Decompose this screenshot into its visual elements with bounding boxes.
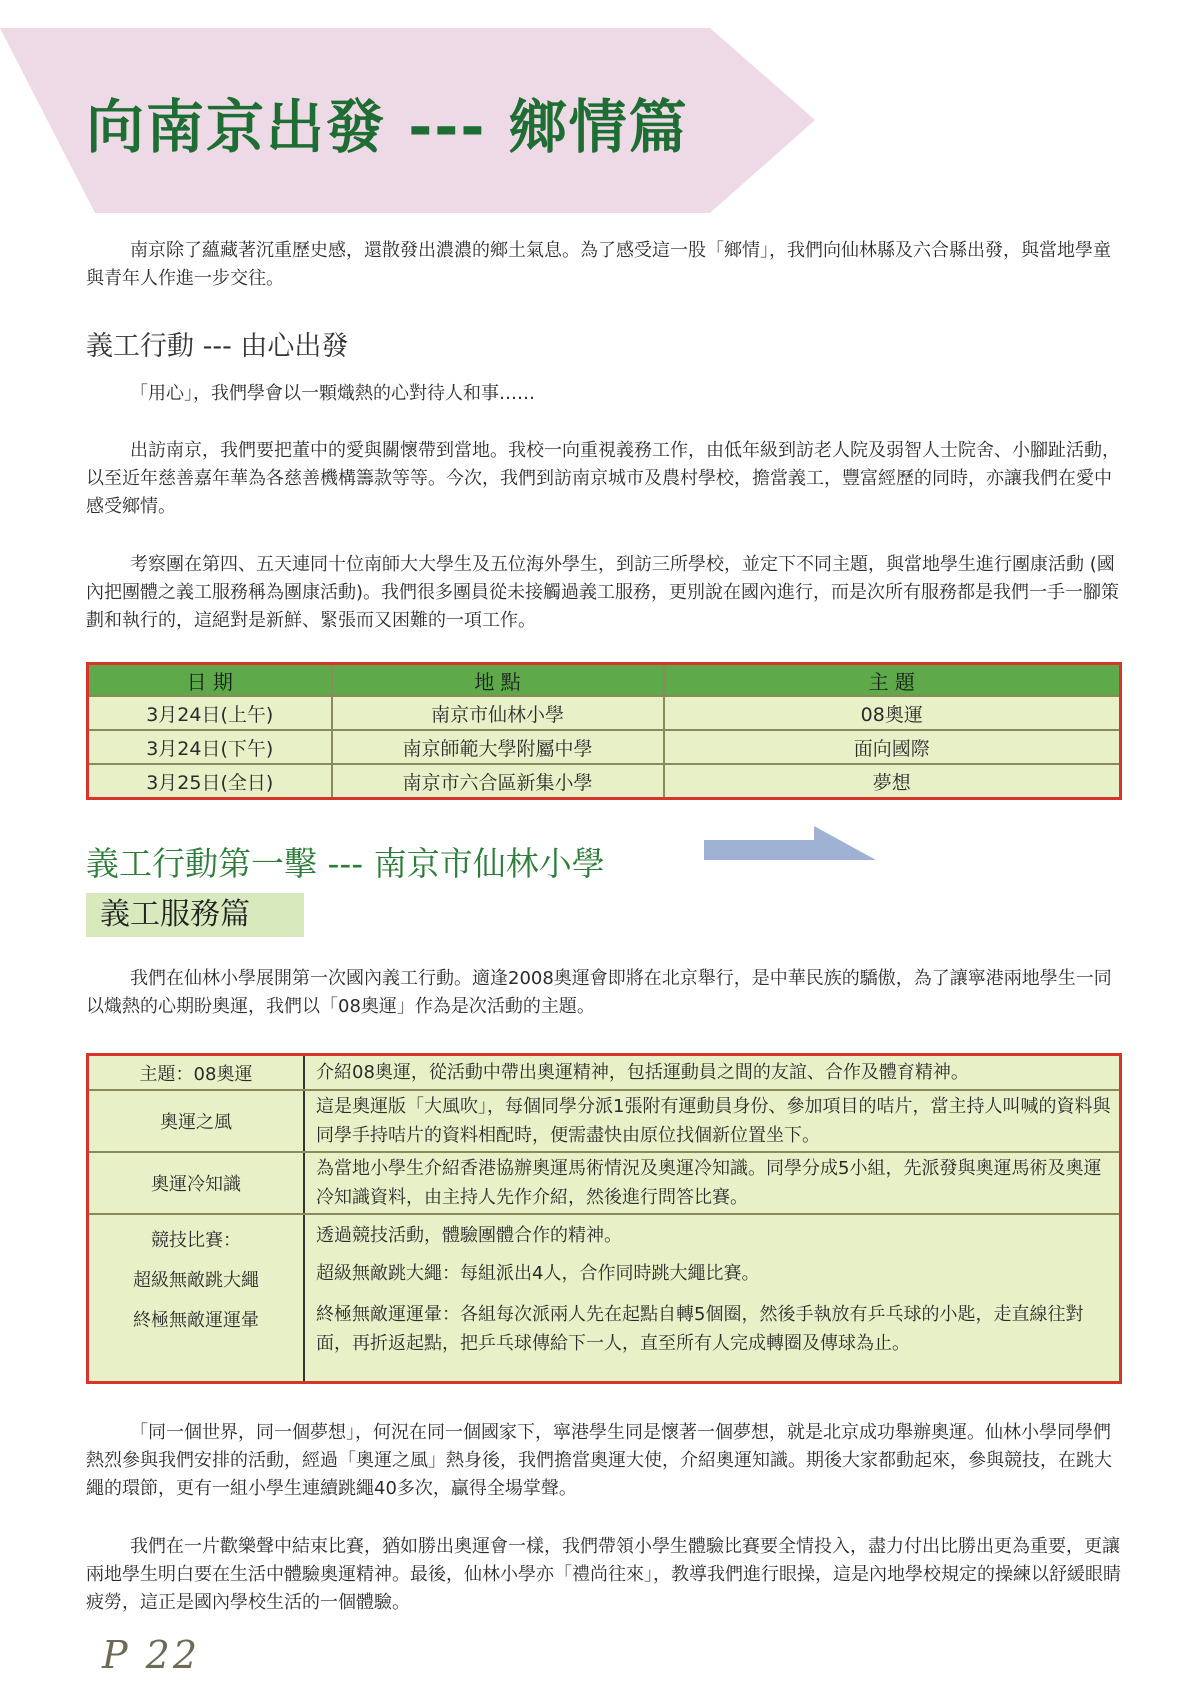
intro-paragraph: 南京除了蘊藏著沉重歷史感，還散發出濃濃的鄉土氣息。為了感受這一股「鄉情」，我們向仙林縣及六合縣出發，與當地學童與青年人作進一步交往。 xyxy=(86,240,1111,289)
activity-label: 奧運冷知識 xyxy=(88,1152,305,1214)
schedule-cell-date: 3月25日(全日) xyxy=(88,764,332,799)
paragraph-team: 考察團在第四、五天連同十位南師大大學生及五位海外學生，到訪三所學校，並定下不同主題，與當地學生進行團康活動 (國內把團體之義工服務稱為團康活動)。我們很多團員從未接觸過義工服務，更別說在國內進行，而是次所有服務都是我們一手一腳策劃和執行的，這絕對是新鮮、緊張而又困難的一項工作。 xyxy=(86,554,1120,631)
contest-desc: 透過競技活動，體驗團體合作的精神。 xyxy=(316,1225,622,1246)
schedule-table xyxy=(86,662,1122,800)
activity-desc: 這是奧運版「大風吹」，每個同學分派1張附有運動員身份、參加項目的咭片，當主持人叫喊的資料與同學手持咭片的資料相配時，便需盡快由原位找個新位置坐下。 xyxy=(304,1090,1121,1152)
subheading-service: 義工服務篇 xyxy=(86,893,304,937)
section-heading-first-strike: 義工行動第一擊 --- 南京市仙林小學 xyxy=(86,844,605,883)
page-title: 向南京出發 --- 鄉情篇 xyxy=(86,93,689,161)
schedule-cell-date: 3月24日(下午) xyxy=(88,730,332,764)
paragraph-heart: 「用心」，我們學會以一顆熾熱的心對待人和事…… xyxy=(130,383,535,404)
contest-desc: 超級無敵跳大繩：每組派出4人，合作同時跳大繩比賽。 xyxy=(316,1263,760,1284)
schedule-row xyxy=(88,730,1121,764)
activity-row xyxy=(88,1055,1121,1091)
activity-row xyxy=(88,1152,1121,1214)
schedule-cell-theme: 08奧運 xyxy=(664,696,1121,730)
schedule-row xyxy=(88,696,1121,730)
page-number: P 22 xyxy=(102,1633,201,1677)
schedule-header-row xyxy=(88,664,1121,697)
activity-desc: 為當地小學生介紹香港協辦奧運馬術情況及奧運冷知識。同學分成5小組，先派發與奧運馬術及奧運冷知識資料，由主持人先作介紹，然後進行問答比賽。 xyxy=(304,1152,1121,1214)
paragraph-one-world: 「同一個世界，同一個夢想」，何況在同一個國家下，寧港學生同是懷著一個夢想，就是北京成功舉辦奧運。仙林小學同學們熱烈參與我們安排的活動，經過「奧運之風」熱身後，我們擔當奧運大使，介紹奧運知識。期後大家都動起來，參與競技，在跳大繩的環節，更有一組小學生連續跳繩40多次，贏得全場掌聲。 xyxy=(86,1422,1112,1499)
contest-descs xyxy=(304,1214,1121,1383)
schedule-header-date: 日 期 xyxy=(88,664,332,697)
contest-label: 終極無敵運運暈 xyxy=(133,1310,259,1331)
activity-label: 奧運之風 xyxy=(88,1090,305,1152)
schedule-cell-place: 南京市仙林小學 xyxy=(332,696,664,730)
activity-row xyxy=(88,1090,1121,1152)
paragraph-closing: 我們在一片歡樂聲中結束比賽，猶如勝出奧運會一樣，我們帶領小學生體驗比賽要全情投入，盡力付出比勝出更為重要，更讓兩地學生明白要在生活中體驗奧運精神。最後，仙林小學亦「禮尚往來」，教導我們進行眼操，這是內地學校規定的操練以舒緩眼睛疲勞，這正是國內學校生活的一個體驗。 xyxy=(86,1536,1121,1613)
activity-desc: 介紹08奧運，從活動中帶出奧運精神，包括運動員之間的友誼、合作及體育精神。 xyxy=(304,1055,1121,1091)
schedule-row xyxy=(88,764,1121,799)
arrow-right-icon xyxy=(704,826,876,876)
activity-row-contest xyxy=(88,1214,1121,1383)
schedule-header-theme: 主 題 xyxy=(664,664,1121,697)
contest-label: 競技比賽： xyxy=(151,1230,241,1251)
contest-desc: 終極無敵運運暈：各組每次派兩人先在起點自轉5個圈，然後手執放有乒乓球的小匙，走直線往對面，再折返起點，把乒乓球傳給下一人，直至所有人完成轉圈及傳球為止。 xyxy=(316,1304,1084,1354)
schedule-cell-place: 南京師範大學附屬中學 xyxy=(332,730,664,764)
activities-table xyxy=(86,1053,1122,1384)
contest-labels xyxy=(88,1214,305,1383)
contest-label: 超級無敵跳大繩 xyxy=(133,1270,259,1291)
paragraph-olympics-intro: 我們在仙林小學展開第一次國內義工行動。適逢2008奧運會即將在北京舉行，是中華民族的驕傲，為了讓寧港兩地學生一同以熾熱的心期盼奧運，我們以「08奧運」作為是次活動的主題。 xyxy=(86,968,1112,1017)
section-heading-volunteer: 義工行動 --- 由心出發 xyxy=(86,331,349,362)
schedule-header-place: 地 點 xyxy=(332,664,664,697)
schedule-cell-date: 3月24日(上午) xyxy=(88,696,332,730)
paragraph-visit: 出訪南京，我們要把董中的愛與關懷帶到當地。我校一向重視義務工作，由低年級到訪老人院及弱智人士院舍、小腳趾活動，以至近年慈善嘉年華為各慈善機構籌款等等。今次，我們到訪南京城市及農村學校，擔當義工，豐富經歷的同時，亦讓我們在愛中感受鄉情。 xyxy=(86,440,1120,517)
schedule-cell-theme: 夢想 xyxy=(664,764,1121,799)
schedule-cell-place: 南京市六合區新集小學 xyxy=(332,764,664,799)
schedule-cell-theme: 面向國際 xyxy=(664,730,1121,764)
activity-label: 主題：08奧運 xyxy=(88,1055,305,1091)
